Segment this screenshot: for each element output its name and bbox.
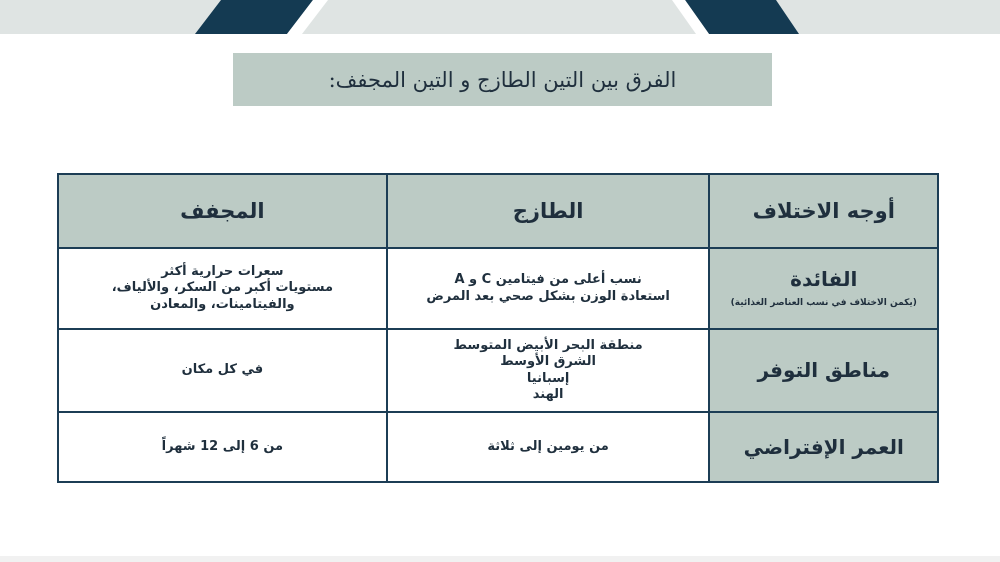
benefit-dried-cell <box>58 248 387 329</box>
top-decoration <box>0 0 1000 34</box>
availability-fresh-line-3: إسبانيا <box>526 370 570 386</box>
benefit-label: الفائدة <box>790 267 858 292</box>
shelf-life-dried-line-1: من 6 إلى 12 شهراً <box>161 438 284 454</box>
row-label-shelf-life: العمر الإفتراضي <box>709 412 938 482</box>
availability-fresh-cell <box>387 329 710 412</box>
table-row-shelf-life <box>58 412 938 482</box>
shelf-life-dried-cell <box>58 412 387 482</box>
availability-dried-line-1: في كل مكان <box>181 362 264 378</box>
header-fresh: الطازج <box>387 174 710 248</box>
table-header-row <box>58 174 938 248</box>
row-label-availability: مناطق التوفر <box>709 329 938 412</box>
bottom-divider <box>0 556 1000 562</box>
availability-fresh-line-1: منطقة البحر الأبيض المتوسط <box>453 338 643 353</box>
benefit-fresh-cell <box>387 248 710 329</box>
row-label-benefit <box>709 248 938 329</box>
benefit-dried-line-1: سعرات حرارية أكثر <box>161 264 284 280</box>
table-row-availability <box>58 329 938 412</box>
title-banner <box>233 53 772 106</box>
page-title: الفرق بين التين الطازج و التين المجفف: <box>328 67 677 92</box>
availability-fresh-line-4: الهند <box>532 386 564 402</box>
header-dried: المجفف <box>58 174 387 248</box>
benefit-fresh-line-1: نسب أعلى من فيتامين C و A <box>454 272 642 288</box>
availability-dried-cell <box>58 329 387 412</box>
comparison-table <box>57 173 939 483</box>
header-aspects: أوجه الاختلاف <box>709 174 938 248</box>
benefit-dried-line-3: والفيتامينات، والمعادن <box>150 296 295 312</box>
availability-fresh-line-2: الشرق الأوسط <box>500 354 596 370</box>
shelf-life-fresh-cell <box>387 412 710 482</box>
benefit-fresh-line-2: استعادة الوزن بشكل صحي بعد المرض <box>426 288 670 304</box>
benefit-note: (يكمن الاختلاف في نسب العناصر الغذائية) <box>730 298 917 309</box>
shelf-life-fresh-line-1: من يومين إلى ثلاثة <box>487 438 609 454</box>
benefit-dried-line-2: مستويات أكبر من السكر، والألياف، <box>111 280 334 296</box>
table-row-benefit <box>58 248 938 329</box>
